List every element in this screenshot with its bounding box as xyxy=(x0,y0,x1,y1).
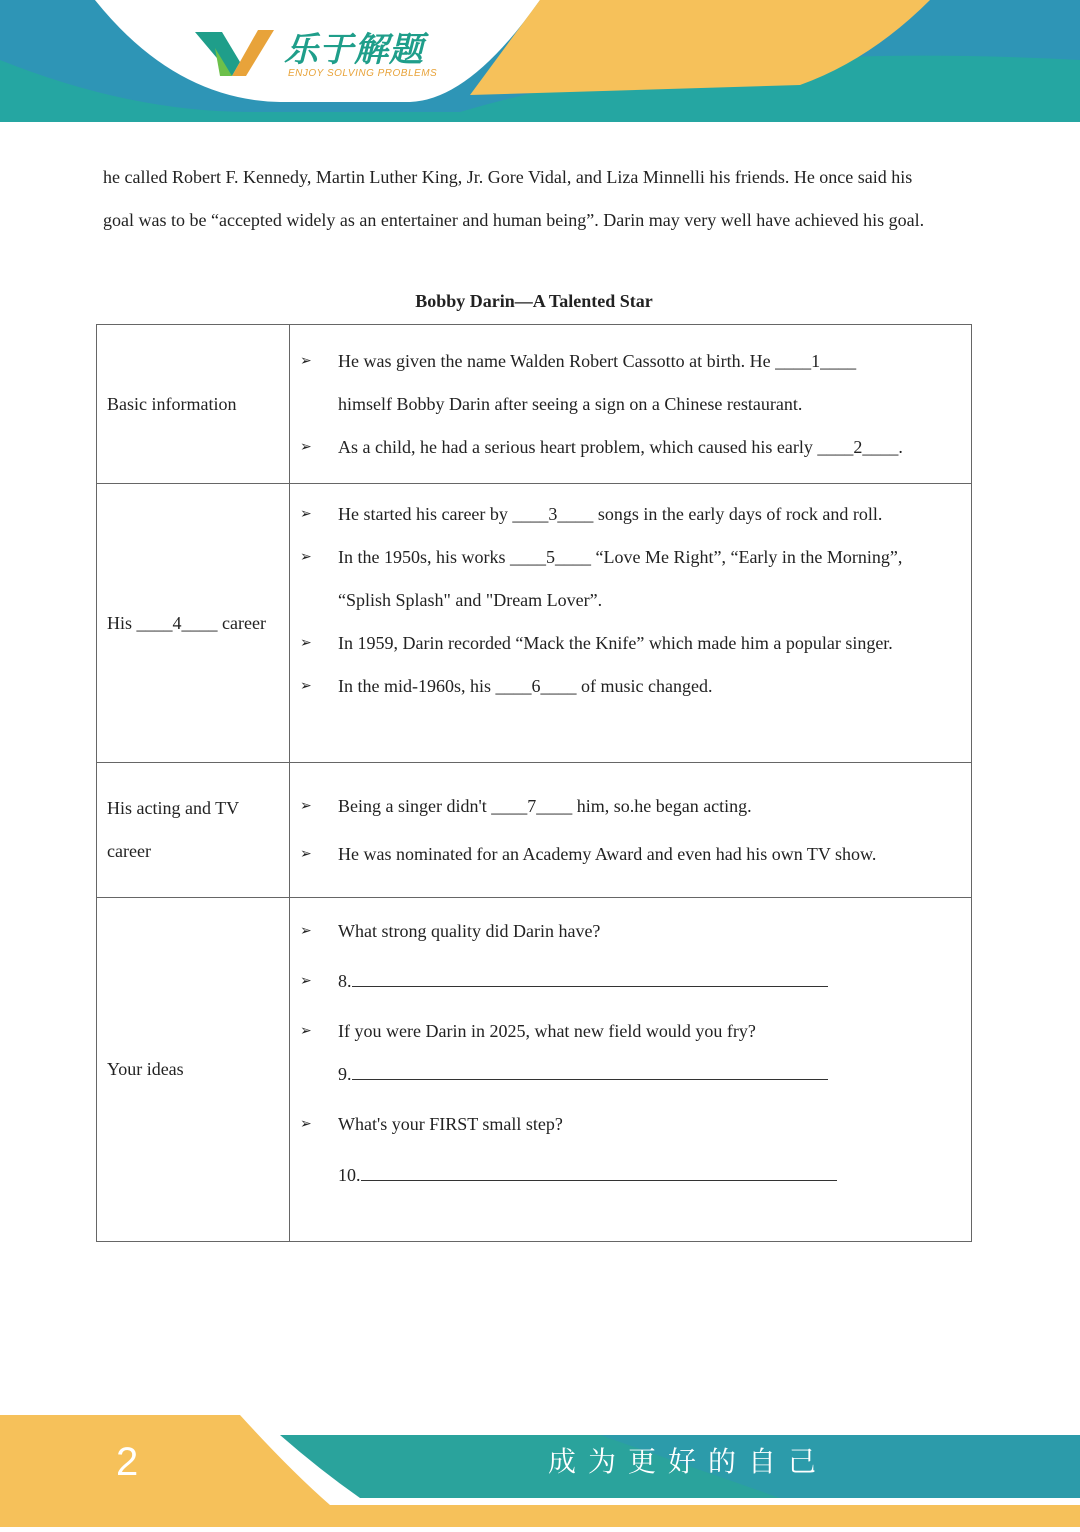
arrow-bullet-icon: ➢ xyxy=(300,438,312,455)
answer-number: 8. xyxy=(338,971,352,991)
row-content xyxy=(290,484,972,763)
arrow-bullet-icon: ➢ xyxy=(300,506,312,522)
row-label: Your ideas xyxy=(97,898,290,1242)
page-header xyxy=(0,0,1080,130)
bullet-text: In the mid-1960s, his ____6____ of music changed. xyxy=(338,676,713,696)
row-content xyxy=(290,325,972,484)
bullet-text: As a child, he had a serious heart problem, which caused his early ____2____. xyxy=(338,436,903,457)
answer-number: 10. xyxy=(338,1165,361,1185)
row-content xyxy=(290,898,972,1242)
footer-slogan: 成为更好的自己 xyxy=(548,1445,829,1478)
row-label xyxy=(97,763,290,898)
header-banner xyxy=(0,0,1080,130)
arrow-bullet-icon: ➢ xyxy=(300,549,312,565)
table-title: Bobby Darin—A Talented Star xyxy=(415,291,653,311)
answer-number: 9. xyxy=(338,1064,352,1084)
arrow-bullet-icon: ➢ xyxy=(300,678,312,694)
answer-blank-line[interactable] xyxy=(352,1061,828,1080)
bullet-item xyxy=(290,782,971,830)
question-text: What's your FIRST small step? xyxy=(338,1114,563,1134)
question-text: What strong quality did Darin have? xyxy=(338,921,601,941)
table-row xyxy=(97,325,972,484)
row-content xyxy=(290,763,972,898)
bullet-text: He was given the name Walden Robert Cassotto at birth. He ____1____ xyxy=(338,350,857,371)
arrow-bullet-icon: ➢ xyxy=(300,1023,312,1039)
table-row xyxy=(97,898,972,1242)
bullet-continuation: himself Bobby Darin after seeing a sign on a Chinese restaurant. xyxy=(338,393,803,414)
arrow-bullet-icon: ➢ xyxy=(300,798,312,814)
bullet-item xyxy=(290,536,971,579)
bullet-item xyxy=(290,1006,971,1056)
bullet-item xyxy=(290,956,971,1006)
arrow-bullet-icon: ➢ xyxy=(300,635,312,651)
row-label-line-2: career xyxy=(107,841,151,861)
answer-blank-line[interactable] xyxy=(361,1162,837,1181)
question-text: If you were Darin in 2025, what new field would you fry? xyxy=(338,1021,756,1041)
answer-line xyxy=(290,1056,971,1092)
page-number: 2 xyxy=(116,1440,139,1484)
bullet-item xyxy=(290,622,971,665)
arrow-bullet-icon: ➢ xyxy=(300,846,312,862)
intro-paragraph xyxy=(103,156,983,242)
bullet-item xyxy=(290,426,971,469)
bullet-text: He started his career by ____3____ songs in the early days of rock and roll. xyxy=(338,504,883,524)
row-label: Basic information xyxy=(97,325,290,484)
bullet-item xyxy=(290,340,971,383)
bullet-item xyxy=(290,493,971,536)
brand-tagline: ENJOY SOLVING PROBLEMS xyxy=(288,68,438,79)
answer-blank-line[interactable] xyxy=(352,968,828,987)
arrow-bullet-icon: ➢ xyxy=(300,1116,312,1132)
answer-line xyxy=(290,1156,971,1194)
footer-banner xyxy=(0,1410,1080,1527)
arrow-bullet-icon: ➢ xyxy=(300,352,312,369)
page-footer xyxy=(0,1410,1080,1527)
intro-line-1: he called Robert F. Kennedy, Martin Luther King, Jr. Gore Vidal, and Liza Minnelli his friends. He once said his xyxy=(103,167,913,187)
bullet-item xyxy=(290,830,971,878)
bullet-text: In 1959, Darin recorded “Mack the Knife” which made him a popular singer. xyxy=(338,633,893,653)
bullet-text: In the 1950s, his works ____5____ “Love Me Right”, “Early in the Morning”, xyxy=(338,547,903,567)
bullet-item xyxy=(290,906,971,956)
bullet-text: Being a singer didn't ____7____ him, so.he began acting. xyxy=(338,796,752,816)
arrow-bullet-icon: ➢ xyxy=(300,973,312,989)
row-label: His ____4____ career xyxy=(97,484,290,763)
brand-name-cn: 乐于解题 xyxy=(284,30,424,70)
bullet-continuation: “Splish Splash" and "Dream Lover”. xyxy=(338,590,603,610)
table-row xyxy=(97,484,972,763)
bullet-text: He was nominated for an Academy Award and even had his own TV show. xyxy=(338,844,877,864)
bullet-item xyxy=(290,1092,971,1156)
intro-line-2: goal was to be “accepted widely as an entertainer and human being”. Darin may very well have achieved his goal. xyxy=(103,210,925,230)
table-row xyxy=(97,763,972,898)
arrow-bullet-icon: ➢ xyxy=(300,923,312,939)
bullet-item xyxy=(290,665,971,708)
worksheet-table xyxy=(96,324,972,1242)
row-label-line-1: His acting and TV xyxy=(107,798,240,818)
